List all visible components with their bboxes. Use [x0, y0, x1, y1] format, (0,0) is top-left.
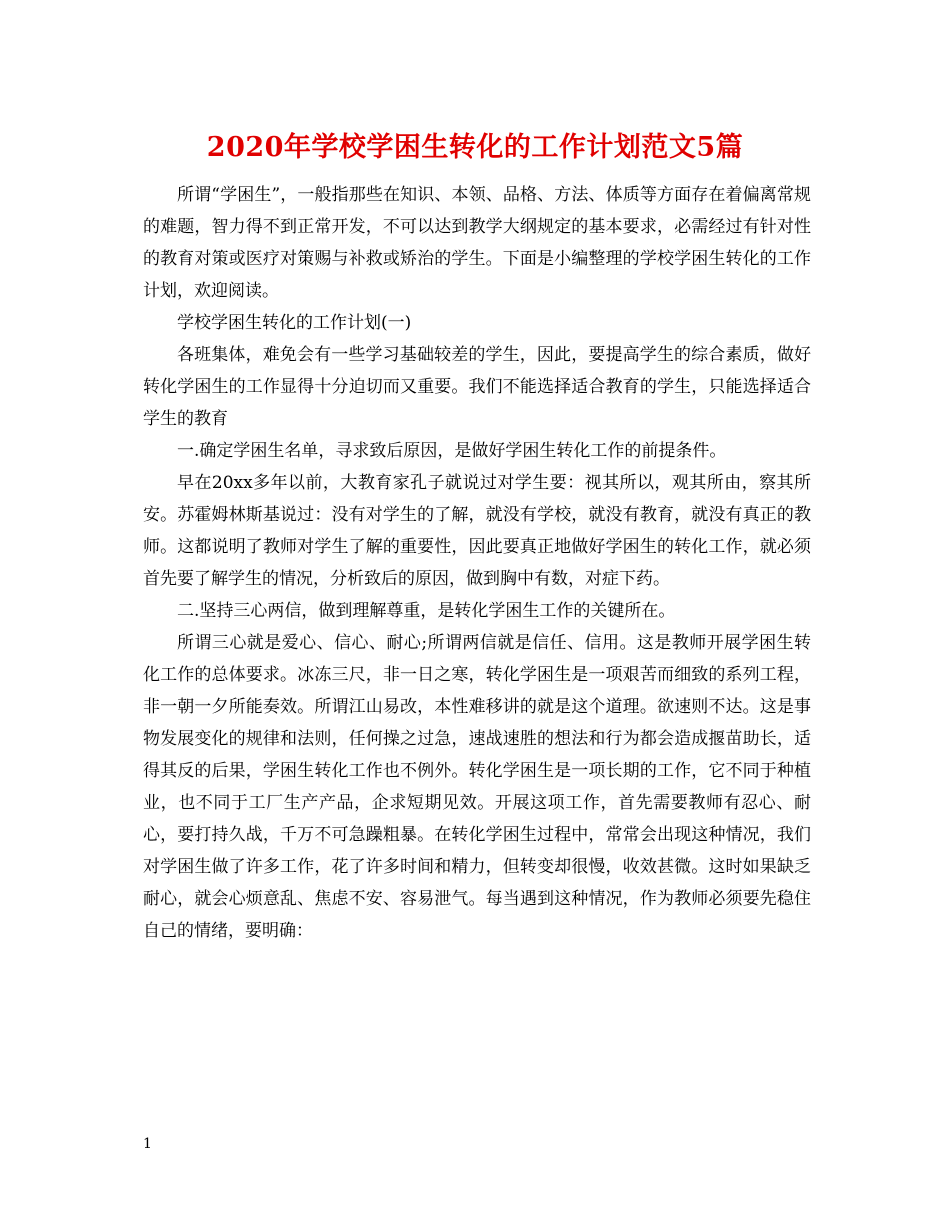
page-number: 1 — [143, 1136, 152, 1152]
paragraph: 所谓三心就是爱心、信心、耐心;所谓两信就是信任、信用。这是教师开展学困生转化工作的总体要求。冰冻三尺，非一日之寒，转化学困生是一项艰苦而细致的系列工程，非一朝一夕所能奏效。所谓江山易改，本性难移讲的就是这个道理。欲速则不达。这是事物发展变化的规律和法则，任何操之过急，速战速胜的想法和行为都会造成揠苗助长，适得其反的后果，学困生转化工作也不例外。转化学困生是一项长期的工作，它不同于种植业，也不同于工厂生产产品，企求短期见效。开展这项工作，首先需要教师有忍心、耐心，要打持久战，千万不可急躁粗暴。在转化学困生过程中，常常会出现这种情况，我们对学困生做了许多工作，花了许多时间和精力，但转变却很慢，收效甚微。这时如果缺乏耐心，就会心烦意乱、焦虑不安、容易泄气。每当遇到这种情况，作为教师必须要先稳住自己的情绪，要明确： — [143, 633, 811, 941]
section-point-1: 一.确定学困生名单，寻求致后原因，是做好学困生转化工作的前提条件。 — [177, 441, 727, 461]
section-point-2: 二.坚持三心两信，做到理解尊重，是转化学困生工作的关键所在。 — [177, 601, 676, 621]
document-body — [143, 179, 811, 947]
section-heading-plan-1: 学校学困生转化的工作计划(一) — [177, 313, 412, 333]
paragraph-intro: 所谓“学困生”，一般指那些在知识、本领、品格、方法、体质等方面存在着偏离常规的难题，智力得不到正常开发，不可以达到教学大纲规定的基本要求，必需经过有针对性的教育对策或医疗对策赐与补救或矫治的学生。下面是小编整理的学校学困生转化的工作计划，欢迎阅读。 — [143, 185, 811, 301]
paragraph: 早在20xx多年以前，大教育家孔子就说过对学生要：视其所以，观其所由，察其所安。苏霍姆林斯基说过：没有对学生的了解，就没有学校，就没有教育，就没有真正的教师。这都说明了教师对学生了解的重要性，因此要真正地做好学困生的转化工作，就必须首先要了解学生的情况，分析致后的原因，做到胸中有数，对症下药。 — [143, 473, 811, 589]
document-title: 2020年学校学困生转化的工作计划范文5篇 — [206, 132, 744, 163]
paragraph: 各班集体，难免会有一些学习基础较差的学生，因此，要提高学生的综合素质，做好转化学困生的工作显得十分迫切而又重要。我们不能选择适合教育的学生，只能选择适合学生的教育 — [143, 345, 811, 429]
